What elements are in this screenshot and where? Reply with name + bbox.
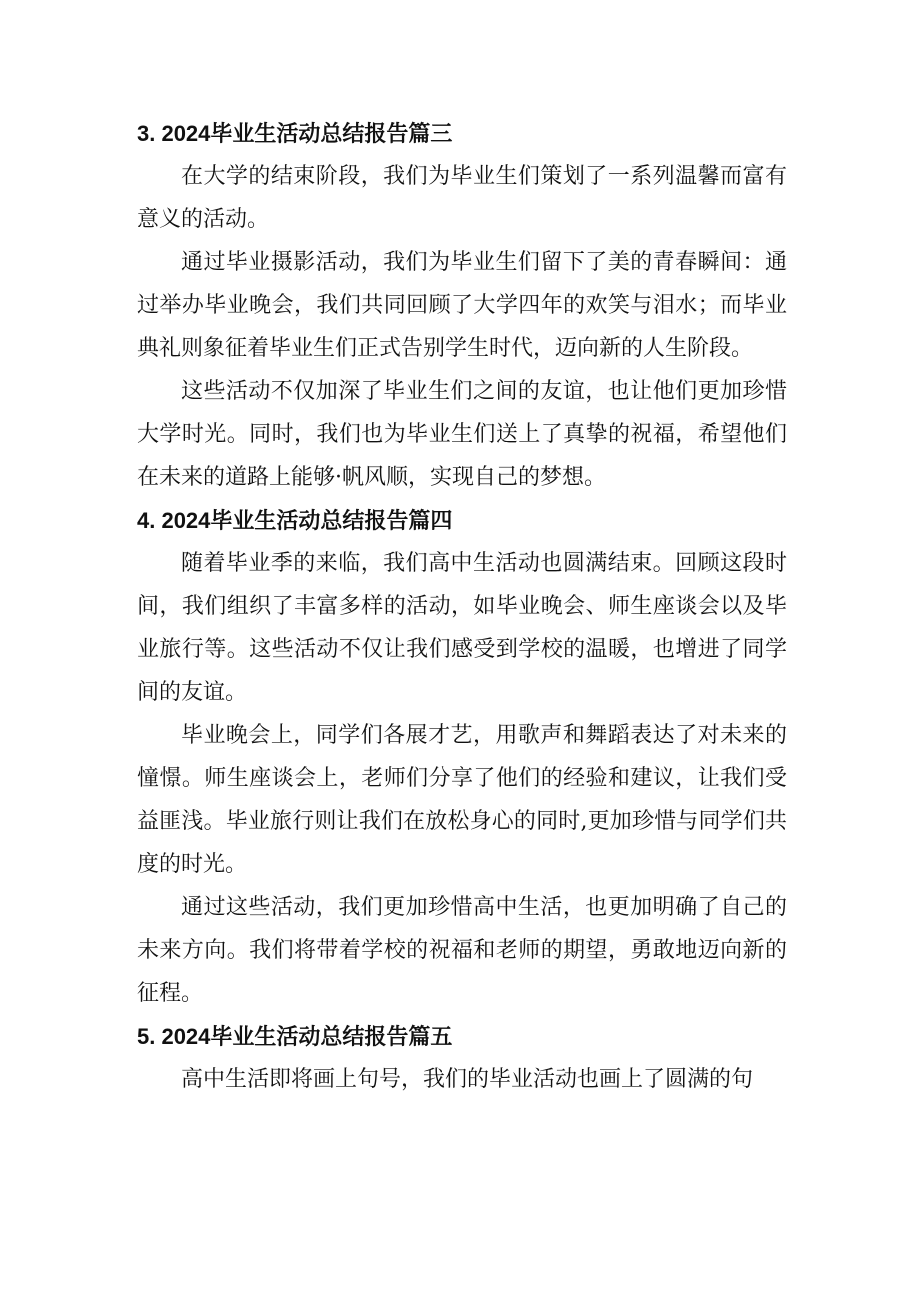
paragraph: 这些活动不仅加深了毕业生们之间的友谊，也让他们更加珍惜大学时光。同时，我们也为毕业生们送上了真挚的祝福，希望他们在未来的道路上能够·帆风顺，实现自己的梦想。 [137,379,787,490]
paragraph: 随着毕业季的来临，我们高中生活动也圆满结束。回顾这段时间，我们组织了丰富多样的活动，如毕业晚会、师生座谈会以及毕业旅行等。这些活动不仅让我们感受到学校的温暖，也增进了同学间的友谊。 [137,551,787,705]
section-5 [137,1015,787,1101]
paragraph: 通过这些活动，我们更加珍惜高中生活，也更加明确了自己的未来方向。我们将带着学校的祝福和老师的期望，勇敢地迈向新的征程。 [137,895,787,1006]
section-4 [137,499,787,1015]
paragraph: 在大学的结束阶段，我们为毕业生们策划了一系列温馨而富有意义的活动。 [137,164,787,232]
section-heading: 4. 2024毕业生活动总结报告篇四 [137,508,453,533]
section-3 [137,112,787,499]
section-heading: 3. 2024毕业生活动总结报告篇三 [137,121,453,146]
paragraph: 通过毕业摄影活动，我们为毕业生们留下了美的青春瞬间：通过举办毕业晚会，我们共同回顾了大学四年的欢笑与泪水；而毕业典礼则象征着毕业生们正式告别学生时代，迈向新的人生阶段。 [137,250,787,361]
paragraph: 高中生活即将画上句号，我们的毕业活动也画上了圆满的句 [181,1067,754,1092]
section-heading: 5. 2024毕业生活动总结报告篇五 [137,1024,453,1049]
document-body [137,112,787,1101]
paragraph: 毕业晚会上，同学们各展才艺，用歌声和舞蹈表达了对未来的憧憬。师生座谈会上，老师们分享了他们的经验和建议，让我们受益匪浅。毕业旅行则让我们在放松身心的同时,更加珍惜与同学们共度的时光。 [137,723,787,877]
